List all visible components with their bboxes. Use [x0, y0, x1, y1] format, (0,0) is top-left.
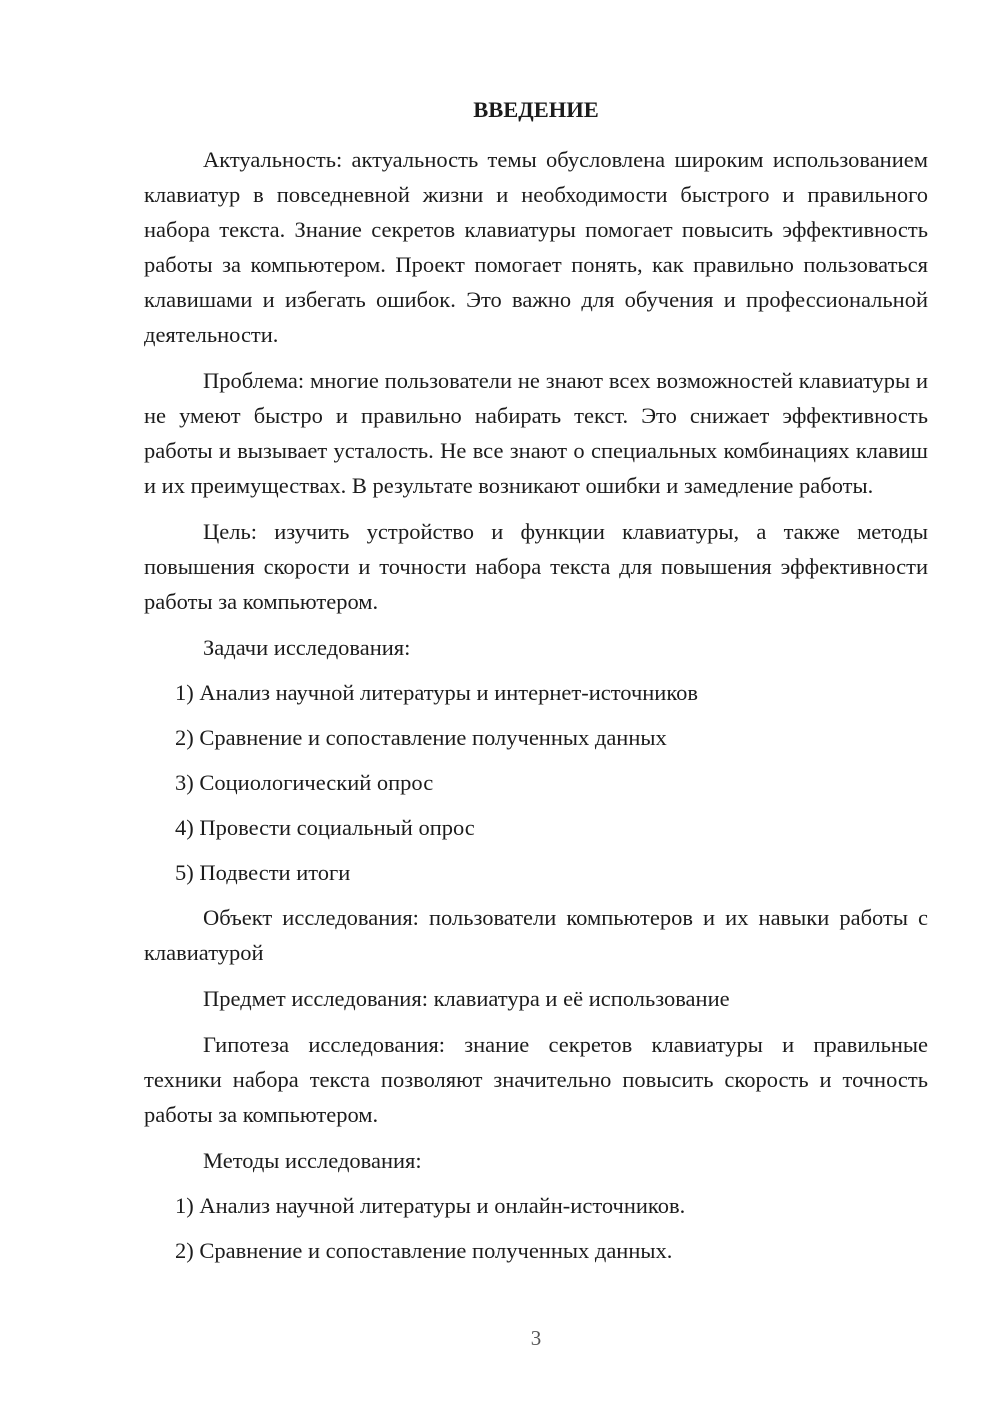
list-item: 4) Провести социальный опрос — [175, 815, 475, 840]
list-item: 3) Социологический опрос — [175, 770, 434, 795]
hypothesis-paragraph: Гипотеза исследования: знание секретов клавиатуры и правильные техники набора текста позволяют значительно повысить скорость и точность работы за компьютером. — [144, 1032, 928, 1127]
page-title: ВВЕДЕНИЕ — [473, 97, 599, 122]
tasks-list — [144, 675, 928, 890]
list-item: 5) Подвести итоги — [175, 860, 351, 885]
goal-paragraph: Цель: изучить устройство и функции клавиатуры, а также методы повышения скорости и точности набора текста для повышения эффективности работы за компьютером. — [144, 519, 928, 614]
object-paragraph: Объект исследования: пользователи компьютеров и их навыки работы с клавиатурой — [144, 905, 928, 965]
methods-list — [144, 1188, 928, 1268]
relevance-paragraph: Актуальность: актуальность темы обусловлена широким использованием клавиатур в повседневной жизни и необходимости быстрого и правильного набора текста. Знание секретов клавиатуры помогает повысить эффективность работы за компьютером. Проект помогает понять, как правильно пользоваться клавишами и избегать ошибок. Это важно для обучения и профессиональной деятельности. — [144, 147, 928, 347]
list-item: 1) Анализ научной литературы и интернет-источников — [175, 680, 699, 705]
page-number: 3 — [530, 1326, 542, 1350]
tasks-heading: Задачи исследования: — [203, 635, 411, 660]
subject-paragraph: Предмет исследования: клавиатура и её использование — [203, 986, 730, 1011]
problem-paragraph: Проблема: многие пользователи не знают всех возможностей клавиатуры и не умеют быстро и правильно набирать текст. Это снижает эффективность работы и вызывает усталость. Не все знают о специальных комбинациях клавиш и их преимуществах. В результате возникают ошибки и замедление работы. — [144, 368, 928, 498]
list-item: 2) Сравнение и сопоставление полученных данных — [175, 725, 667, 750]
list-item: 1) Анализ научной литературы и онлайн-источников. — [175, 1193, 686, 1218]
page-content — [144, 92, 928, 1278]
methods-heading: Методы исследования: — [203, 1148, 422, 1173]
list-item: 2) Сравнение и сопоставление полученных данных. — [175, 1238, 673, 1263]
